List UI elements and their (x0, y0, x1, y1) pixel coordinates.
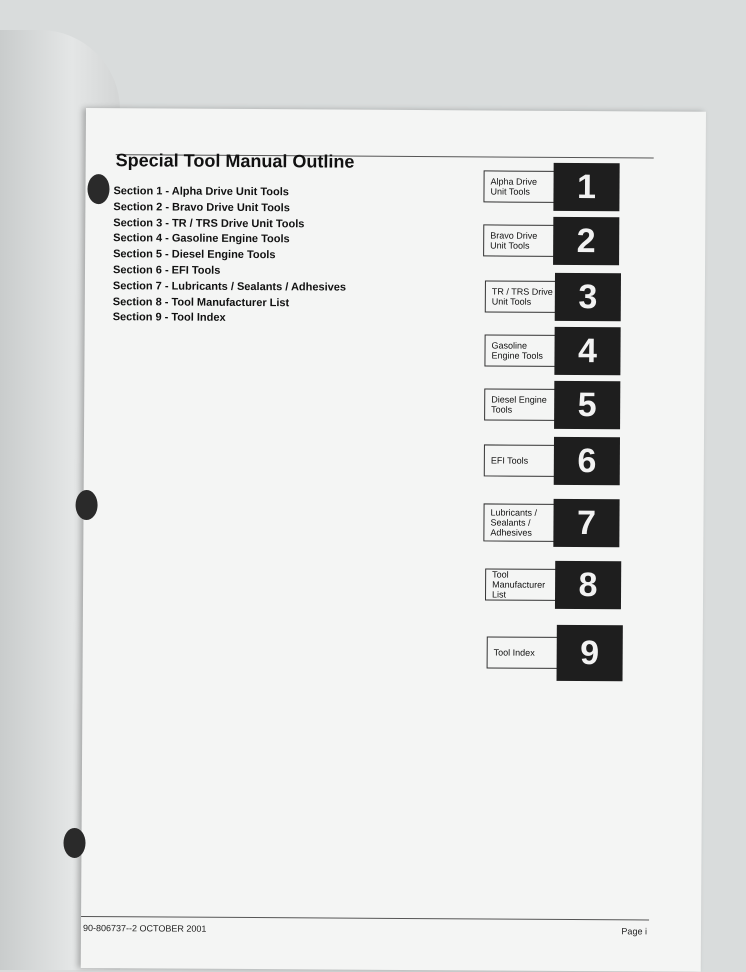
section-item-2: Section 2 - Bravo Drive Unit Tools (113, 200, 290, 215)
tab-label: Tool Index (487, 636, 559, 668)
binder-hole (87, 174, 109, 204)
manual-page (81, 108, 706, 972)
document-number: 90-806737--2 OCTOBER 2001 (82, 922, 207, 934)
tab-number: 9 (557, 625, 623, 681)
tab-diesel-engine[interactable] (484, 380, 620, 429)
section-item-4: Section 4 - Gasoline Engine Tools (113, 232, 290, 246)
section-item-6: Section 6 - EFI Tools (112, 264, 221, 277)
tab-gasoline-engine[interactable] (484, 326, 620, 375)
tab-number: 3 (555, 273, 621, 321)
tab-label: Gasoline Engine Tools (484, 334, 556, 366)
section-item-5: Section 5 - Diesel Engine Tools (113, 248, 276, 262)
tab-label: EFI Tools (484, 444, 556, 476)
tab-label: Diesel Engine Tools (484, 388, 556, 420)
section-item-1: Section 1 - Alpha Drive Unit Tools (113, 185, 289, 199)
tab-label: Tool Manufacturer List (485, 568, 557, 600)
tab-alpha-drive[interactable] (483, 162, 619, 211)
tab-tool-index[interactable] (487, 624, 623, 681)
tab-number: 4 (554, 327, 620, 375)
tab-tr-trs-drive[interactable] (485, 272, 621, 321)
section-item-7: Section 7 - Lubricants / Sealants / Adhesives (112, 279, 347, 294)
tab-label: Alpha Drive Unit Tools (483, 170, 555, 202)
tab-number: 8 (555, 561, 621, 609)
tab-number: 5 (554, 381, 620, 429)
section-list (113, 184, 347, 328)
tab-manufacturer-list[interactable] (485, 560, 621, 609)
tab-label: Lubricants / Sealants / Adhesives (483, 503, 555, 541)
tab-lubricants[interactable] (483, 498, 619, 547)
tab-number: 7 (553, 499, 619, 547)
bottom-rule (81, 916, 649, 920)
binder-hole (63, 828, 85, 858)
tab-number: 2 (553, 217, 619, 265)
binder-hole (75, 490, 97, 520)
tab-bravo-drive[interactable] (483, 216, 619, 265)
tab-number: 6 (554, 437, 620, 485)
tab-label: TR / TRS Drive Unit Tools (485, 280, 557, 312)
tab-number: 1 (553, 163, 619, 211)
tab-label: Bravo Drive Unit Tools (483, 224, 555, 256)
section-item-9: Section 9 - Tool Index (112, 311, 226, 325)
section-item-3: Section 3 - TR / TRS Drive Unit Tools (113, 216, 305, 230)
section-item-8: Section 8 - Tool Manufacturer List (112, 295, 290, 309)
page-title: Special Tool Manual Outline (115, 150, 355, 172)
page-number: Page i (621, 926, 648, 937)
tab-efi[interactable] (484, 436, 620, 485)
